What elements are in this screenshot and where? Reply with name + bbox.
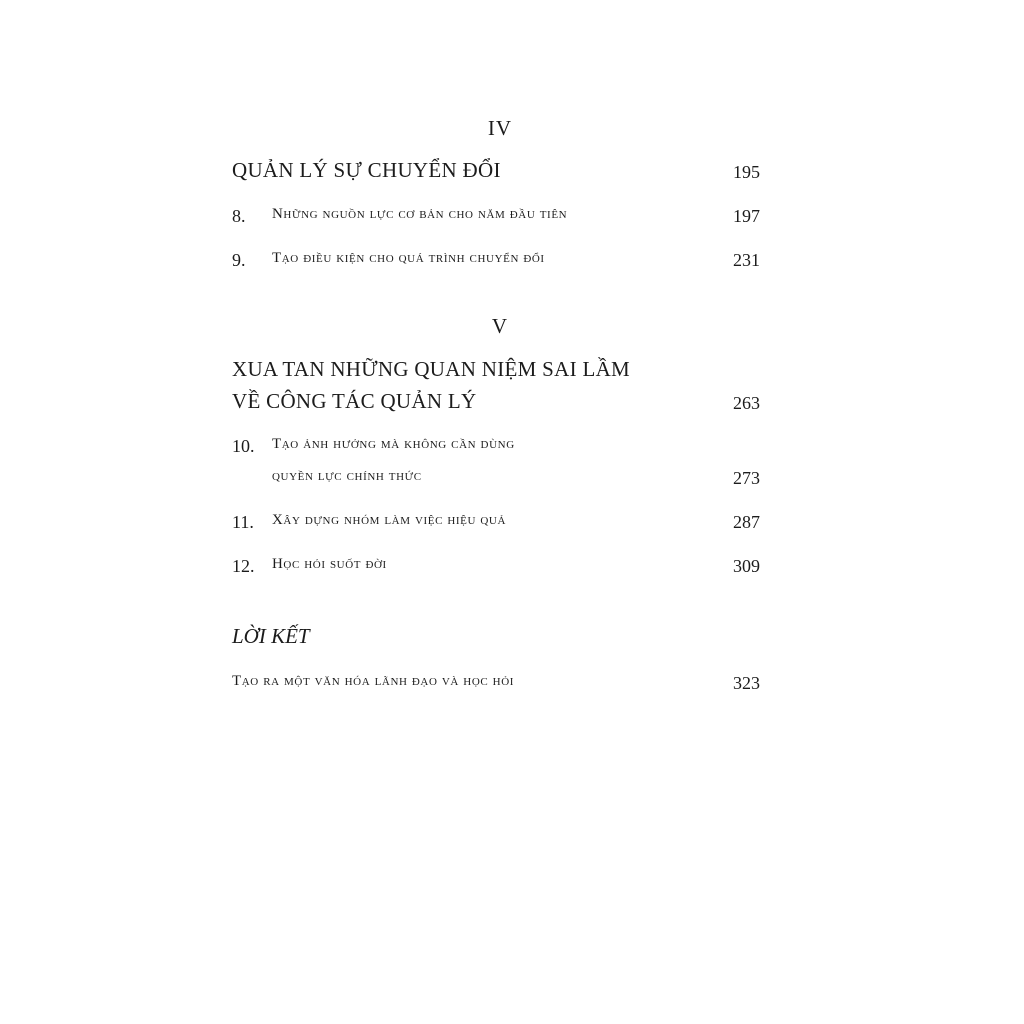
chapter-10-page: 273 (733, 468, 760, 488)
chapter-9-page: 231 (733, 250, 760, 270)
chapter-8-number: 8. (232, 206, 246, 226)
part-v-numeral: V (491, 314, 509, 338)
part-v-page: 263 (733, 393, 760, 413)
chapter-9-title: Tạo điều kiện cho quá trình chuyển đổi (272, 250, 545, 266)
part-iv-numeral: IV (487, 116, 513, 140)
chapter-11-number: 11. (232, 512, 254, 532)
epilogue-page: 323 (733, 673, 760, 693)
chapter-9-number: 9. (232, 250, 246, 270)
chapter-10-title-line-1: Tạo ảnh hưởng mà không cần dùng (272, 436, 515, 452)
epilogue-heading: LỜI KẾT (232, 624, 310, 648)
part-v-title-line-2: VỀ CÔNG TÁC QUẢN LÝ (232, 389, 477, 413)
chapter-8-title: Những nguồn lực cơ bản cho năm đầu tiên (272, 206, 568, 222)
chapter-10-number: 10. (232, 436, 255, 456)
chapter-11-page: 287 (733, 512, 760, 532)
chapter-10-title-line-2: quyền lực chính thức (272, 468, 422, 484)
part-v-title-line-1: XUA TAN NHỮNG QUAN NIỆM SAI LẦM (232, 357, 631, 381)
epilogue-title: Tạo ra một văn hóa lãnh đạo và học hỏi (232, 673, 515, 689)
chapter-12-number: 12. (232, 556, 255, 576)
part-iv-page: 195 (733, 162, 760, 182)
chapter-8-page: 197 (733, 206, 760, 226)
chapter-11-title: Xây dựng nhóm làm việc hiệu quả (272, 512, 507, 528)
chapter-12-page: 309 (733, 556, 760, 576)
chapter-12-title: Học hỏi suốt đời (272, 556, 387, 572)
part-iv-title: QUẢN LÝ SỰ CHUYỂN ĐỔI (232, 158, 501, 182)
